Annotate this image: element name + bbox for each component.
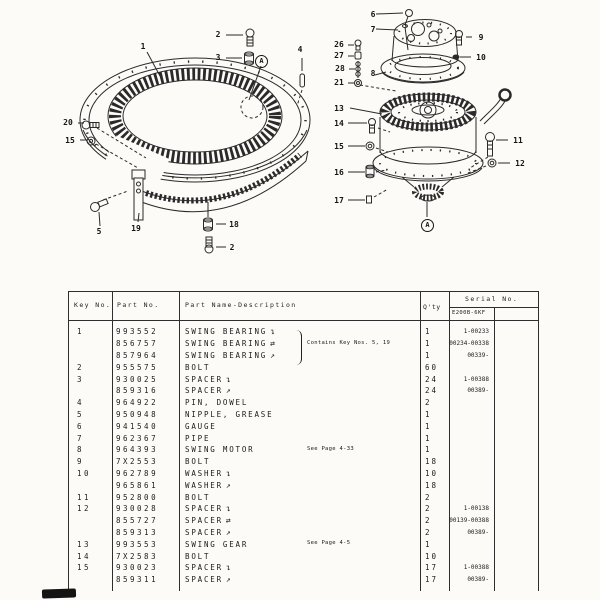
callout-6: 6	[370, 10, 376, 19]
spacer-icon	[245, 52, 254, 65]
table-row	[68, 479, 538, 491]
bolt-icon	[91, 199, 109, 212]
cell-key-no: 5	[77, 409, 85, 419]
dowel-pin-icon	[300, 74, 305, 87]
cell-part-no: 857964	[116, 350, 159, 360]
cell-part-name: WASHER ↴	[185, 468, 231, 478]
cell-part-no: 859311	[116, 575, 159, 585]
alternate-part-marker: ↗	[225, 480, 231, 490]
washer-icon	[87, 137, 95, 145]
header-bottom-border	[68, 320, 538, 321]
cell-qty: 2	[425, 398, 432, 408]
bolt-icon	[456, 31, 463, 46]
cell-part-name: SWING BEARING ⇄ Contains Key Nos. 5, 19	[185, 339, 391, 349]
cell-key-no: 13	[77, 539, 92, 549]
cell-note: See Page 4-33	[307, 445, 354, 452]
cell-qty: 17	[425, 575, 439, 585]
callout-28: 28	[335, 64, 345, 73]
cell-part-name: GAUGE	[185, 421, 217, 431]
callout-17: 17	[334, 196, 344, 205]
table-row	[68, 468, 538, 480]
cell-part-no: 955575	[116, 362, 159, 372]
cell-part-name: SWING MOTOR See Page 4-33	[185, 445, 354, 455]
cell-part-no: 941540	[116, 421, 159, 431]
cell-qty: 1	[425, 445, 432, 455]
callout-9: 9	[478, 33, 484, 42]
callout-15r: 15	[334, 142, 344, 151]
alternate-part-marker: ↴	[225, 563, 231, 573]
table-row	[68, 397, 538, 409]
table-row	[68, 432, 538, 444]
parts-table-rows	[68, 326, 538, 586]
cell-part-no: 993552	[116, 327, 159, 337]
cell-qty: 1	[425, 409, 432, 419]
cell-part-no: 859313	[116, 527, 159, 537]
cell-qty: 2	[425, 516, 432, 526]
cell-key-no: 15	[77, 563, 92, 573]
cell-qty: 18	[425, 480, 439, 490]
bolt-icon	[486, 133, 495, 157]
callout-a-left: A	[255, 55, 268, 68]
table-row	[68, 373, 538, 385]
alternate-part-marker: ↗	[225, 575, 231, 585]
cell-part-no: 964922	[116, 398, 159, 408]
alternate-part-marker: ⇄	[270, 339, 275, 349]
alternate-part-marker: ⇄	[225, 516, 231, 526]
plug-icon	[355, 40, 361, 50]
cell-qty: 24	[425, 386, 439, 396]
cell-key-no: 2	[77, 362, 85, 372]
cell-part-no: 930028	[116, 504, 159, 514]
cell-serial: 1-00138	[463, 505, 489, 513]
cell-part-name: PIN, DOWEL	[185, 398, 249, 408]
cell-qty: 60	[425, 362, 439, 372]
cell-part-no: 7X2583	[116, 551, 159, 561]
cell-key-no: 7	[77, 433, 85, 443]
cell-qty: 24	[425, 374, 439, 384]
cell-key-no: 10	[77, 468, 92, 478]
alternate-part-marker: ↴	[225, 468, 231, 478]
cell-part-name: SPACER ↗	[185, 386, 231, 396]
cell-part-name: WASHER ↗	[185, 480, 231, 490]
cell-serial: 00234-00338	[449, 340, 489, 348]
plug-icon	[367, 196, 372, 203]
alternate-part-marker: ↗	[225, 386, 231, 396]
header-qty: Q'ty	[423, 303, 441, 311]
cell-part-no: 962367	[116, 433, 159, 443]
nut-icon	[488, 159, 496, 167]
table-top-border	[68, 291, 538, 292]
header-serial-model: E200B-6KF	[452, 310, 486, 316]
cell-key-no: 6	[77, 421, 85, 431]
cell-part-no: 964393	[116, 445, 159, 455]
cell-part-name: BOLT	[185, 362, 211, 372]
cell-serial: 1-00388	[463, 375, 489, 383]
callout-2b: 2	[229, 243, 235, 252]
cell-part-no: 993553	[116, 539, 159, 549]
cell-part-name: BOLT	[185, 551, 211, 561]
callout-12: 12	[515, 159, 525, 168]
cell-part-no: 930025	[116, 374, 159, 384]
alternate-part-marker: ↴	[270, 327, 275, 337]
cell-part-name: BOLT	[185, 492, 211, 502]
nut-icon	[366, 142, 374, 150]
cell-qty: 1	[425, 421, 432, 431]
cell-part-name: SPACER ↴	[185, 563, 231, 573]
cell-key-no: 12	[77, 504, 92, 514]
scan-artifact	[42, 588, 76, 598]
callout-11: 11	[513, 136, 523, 145]
cell-key-no: 14	[77, 551, 92, 561]
pipe-drawing	[480, 90, 511, 125]
cell-qty: 10	[425, 551, 439, 561]
callout-5: 5	[96, 227, 102, 236]
callout-16: 16	[334, 168, 344, 177]
cell-qty: 1	[425, 350, 432, 360]
cell-serial: 1-00233	[463, 328, 489, 336]
swing-reduction-drawing	[373, 94, 483, 201]
cell-serial: 1-00388	[463, 564, 489, 572]
gauge-bar-part19	[132, 170, 145, 220]
table-row	[68, 527, 538, 539]
callout-10: 10	[476, 53, 486, 62]
cell-qty: 1	[425, 339, 432, 349]
cell-note: See Page 4-5	[307, 540, 351, 547]
table-row	[68, 550, 538, 562]
bolt-icon	[246, 29, 254, 46]
cell-serial: 00389-	[467, 387, 489, 395]
table-row	[68, 420, 538, 432]
bolt-icon	[82, 121, 99, 129]
callout-4: 4	[297, 45, 303, 54]
cell-part-name: BOLT	[185, 457, 211, 467]
header-part-name: Part Name-Description	[185, 301, 297, 309]
callout-26: 26	[334, 40, 344, 49]
table-row	[68, 350, 538, 362]
callout-20: 20	[63, 118, 73, 127]
cell-part-name: SWING BEARING ↗	[185, 350, 275, 360]
callout-15: 15	[65, 136, 75, 145]
table-row	[68, 574, 538, 586]
cell-part-name: SPACER ↴	[185, 504, 231, 514]
cell-key-no: 8	[77, 445, 85, 455]
cell-part-no: 965861	[116, 480, 159, 490]
table-row	[68, 409, 538, 421]
cell-part-name: SWING BEARING ↴	[185, 327, 275, 337]
callout-2: 2	[215, 30, 221, 39]
cell-key-no: 1	[77, 327, 85, 337]
swing-machinery-diagram	[330, 5, 575, 255]
cell-serial: 00139-00388	[449, 517, 489, 525]
header-key-no: Key No.	[74, 301, 112, 309]
spacer-icon	[204, 218, 213, 231]
cell-part-name: SWING GEAR See Page 4-5	[185, 539, 351, 549]
cell-part-name: SPACER ⇄	[185, 516, 231, 526]
header-part-no: Part No.	[117, 301, 160, 309]
callout-1: 1	[140, 42, 146, 51]
table-row	[68, 562, 538, 574]
header-serial-no: Serial No.	[465, 295, 519, 303]
callout-21: 21	[334, 78, 344, 87]
cell-part-name: SPACER ↴	[185, 374, 231, 384]
bolt-icon	[369, 119, 376, 134]
table-row	[68, 515, 538, 527]
cell-qty: 1	[425, 327, 432, 337]
table-row	[68, 538, 538, 550]
washer-icon	[453, 55, 459, 59]
cell-qty: 2	[425, 492, 432, 502]
callout-13: 13	[334, 104, 344, 113]
cell-qty: 2	[425, 527, 432, 537]
table-row	[68, 444, 538, 456]
cell-key-no: 9	[77, 457, 85, 467]
cell-part-name: SPACER ↗	[185, 575, 231, 585]
cell-part-no: 930023	[116, 563, 159, 573]
callout-18: 18	[229, 220, 239, 229]
table-border-right	[538, 291, 539, 591]
callout-7: 7	[370, 25, 376, 34]
cell-part-name: NIPPLE, GREASE	[185, 409, 274, 419]
cell-part-no: 855727	[116, 516, 159, 526]
callout-3: 3	[215, 53, 221, 62]
table-row	[68, 503, 538, 515]
cylinder-icon	[355, 52, 361, 59]
cell-qty: 2	[425, 504, 432, 514]
cell-key-no: 3	[77, 374, 85, 384]
callout-a-right: A	[421, 219, 434, 232]
cell-part-no: 856757	[116, 339, 159, 349]
callout-19: 19	[131, 224, 141, 233]
bolt-icon	[205, 237, 213, 253]
cell-key-no: 4	[77, 398, 85, 408]
cell-part-name: SPACER ↗	[185, 527, 231, 537]
alternate-part-marker: ↴	[225, 374, 231, 384]
table-row	[68, 491, 538, 503]
cell-qty: 10	[425, 468, 439, 478]
table-row	[68, 338, 538, 350]
cell-part-no: 859316	[116, 386, 159, 396]
table-row	[68, 456, 538, 468]
cell-serial: 00389-	[467, 528, 489, 536]
swing-motor-drawing	[381, 20, 465, 83]
alternate-part-marker: ↗	[270, 350, 275, 360]
cell-serial: 00389-	[467, 576, 489, 584]
cell-key-no: 11	[77, 492, 92, 502]
cell-serial: 00339-	[467, 351, 489, 359]
cell-part-no: 950948	[116, 409, 159, 419]
bearing-ring-drawing	[80, 58, 310, 186]
alternate-part-marker: ↗	[225, 527, 231, 537]
callout-27: 27	[334, 51, 344, 60]
cell-part-no: 952800	[116, 492, 159, 502]
cell-qty: 18	[425, 457, 439, 467]
table-row	[68, 385, 538, 397]
cell-qty: 1	[425, 433, 432, 443]
cell-part-no: 7X2553	[116, 457, 159, 467]
callout-14: 14	[334, 119, 344, 128]
cell-part-no: 962789	[116, 468, 159, 478]
cell-part-name: PIPE	[185, 433, 211, 443]
table-row	[68, 361, 538, 373]
plug-icon	[366, 165, 374, 178]
contains-bracket	[295, 330, 302, 365]
alternate-part-marker: ↴	[225, 504, 231, 514]
cell-qty: 1	[425, 539, 432, 549]
table-row	[68, 326, 538, 338]
callout-8: 8	[370, 69, 376, 78]
spring-icon	[356, 61, 360, 78]
cell-qty: 17	[425, 563, 439, 573]
cell-note: Contains Key Nos. 5, 19	[307, 339, 391, 346]
